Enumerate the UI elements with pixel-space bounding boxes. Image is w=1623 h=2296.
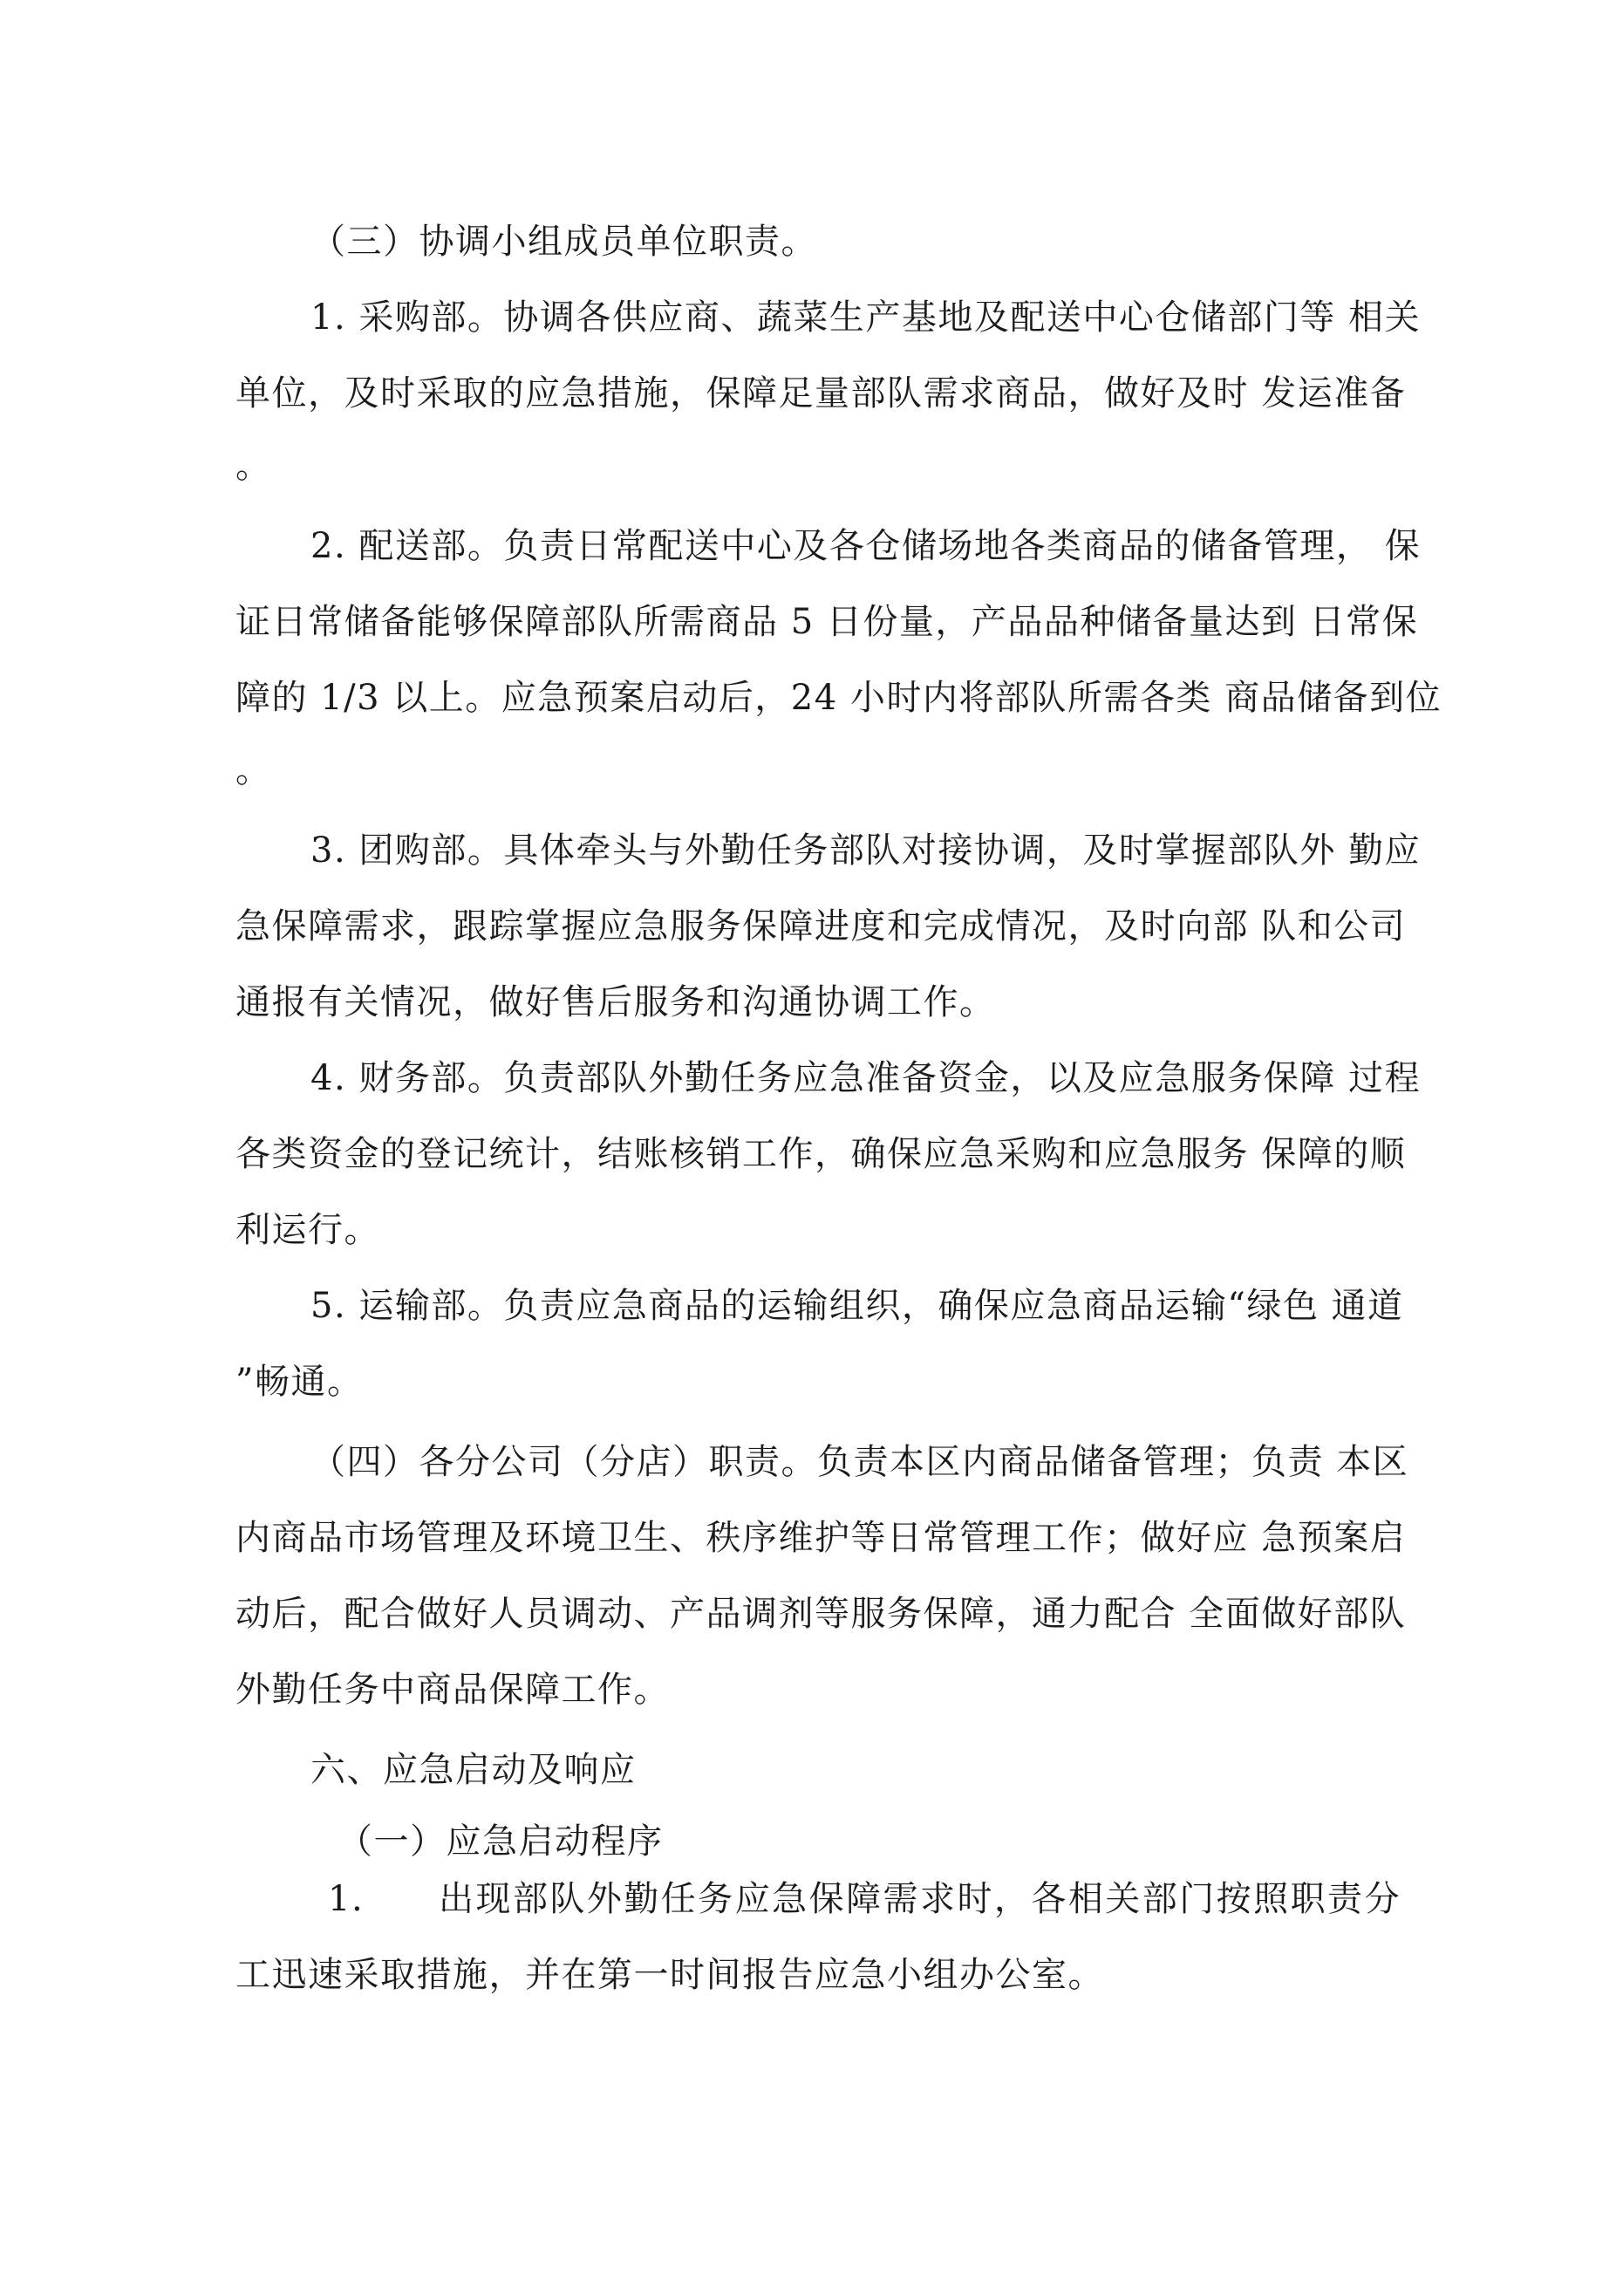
paragraph-distribution-line-3: 障的 1/3 以上。应急预案启动后，24 小时内将部队所需各类 商品储备到位 xyxy=(235,678,1442,718)
paragraph-procurement-line-3: 。 xyxy=(235,446,272,486)
paragraph-group-purchase-line-2: 急保障需求，跟踪掌握应急服务保障进度和完成情况，及时向部 队和公司 xyxy=(235,906,1407,946)
paragraph-startup-line-2: 工迅速采取措施，并在第一时间报告应急小组办公室。 xyxy=(235,1955,1104,1995)
paragraph-branches-line-3: 动后，配合做好人员调动、产品调剂等服务保障，通力配合 全面做好部队 xyxy=(235,1594,1407,1634)
paragraph-procurement-line-1: 1. 采购部。协调各供应商、蔬菜生产基地及配送中心仓储部门等 相关 xyxy=(310,297,1422,338)
paragraph-distribution-line-4: 。 xyxy=(235,750,272,790)
paragraph-branches-line-1: （四）各分公司（分店）职责。负责本区内商品储备管理；负责 本区 xyxy=(310,1442,1409,1482)
paragraph-group-purchase-line-3: 通报有关情况，做好售后服务和沟通协调工作。 xyxy=(235,982,996,1022)
paragraph-finance-line-1: 4. 财务部。负责部队外勤任务应急准备资金，以及应急服务保障 过程 xyxy=(310,1058,1422,1098)
paragraph-finance-line-2: 各类资金的登记统计，结账核销工作，确保应急采购和应急服务 保障的顺 xyxy=(235,1134,1407,1174)
section-heading-3: （三）协调小组成员单位职责。 xyxy=(310,222,817,262)
paragraph-finance-line-3: 利运行。 xyxy=(235,1210,380,1250)
subsection-heading-1: （一）应急启动程序 xyxy=(338,1821,664,1862)
paragraph-transport-line-2: ”畅通。 xyxy=(235,1362,364,1402)
paragraph-procurement-line-2: 单位，及时采取的应急措施，保障足量部队需求商品，做好及时 发运准备 xyxy=(235,373,1407,413)
paragraph-startup-line-1: 1. 出现部队外勤任务应急保障需求时，各相关部门按照职责分 xyxy=(328,1879,1401,1919)
paragraph-branches-line-4: 外勤任务中商品保障工作。 xyxy=(235,1670,670,1710)
paragraph-distribution-line-1: 2. 配送部。负责日常配送中心及各仓储场地各类商品的储备管理， 保 xyxy=(310,526,1422,566)
paragraph-transport-line-1: 5. 运输部。负责应急商品的运输组织，确保应急商品运输“绿色 通道 xyxy=(310,1286,1404,1326)
paragraph-group-purchase-line-1: 3. 团购部。具体牵头与外勤任务部队对接协调，及时掌握部队外 勤应 xyxy=(310,830,1422,871)
paragraph-distribution-line-2: 证日常储备能够保障部队所需商品 5 日份量，产品品种储备量达到 日常保 xyxy=(235,602,1419,642)
paragraph-branches-line-2: 内商品市场管理及环境卫生、秩序维护等日常管理工作；做好应 急预案启 xyxy=(235,1518,1407,1558)
section-heading-6: 六、应急启动及响应 xyxy=(310,1750,637,1790)
